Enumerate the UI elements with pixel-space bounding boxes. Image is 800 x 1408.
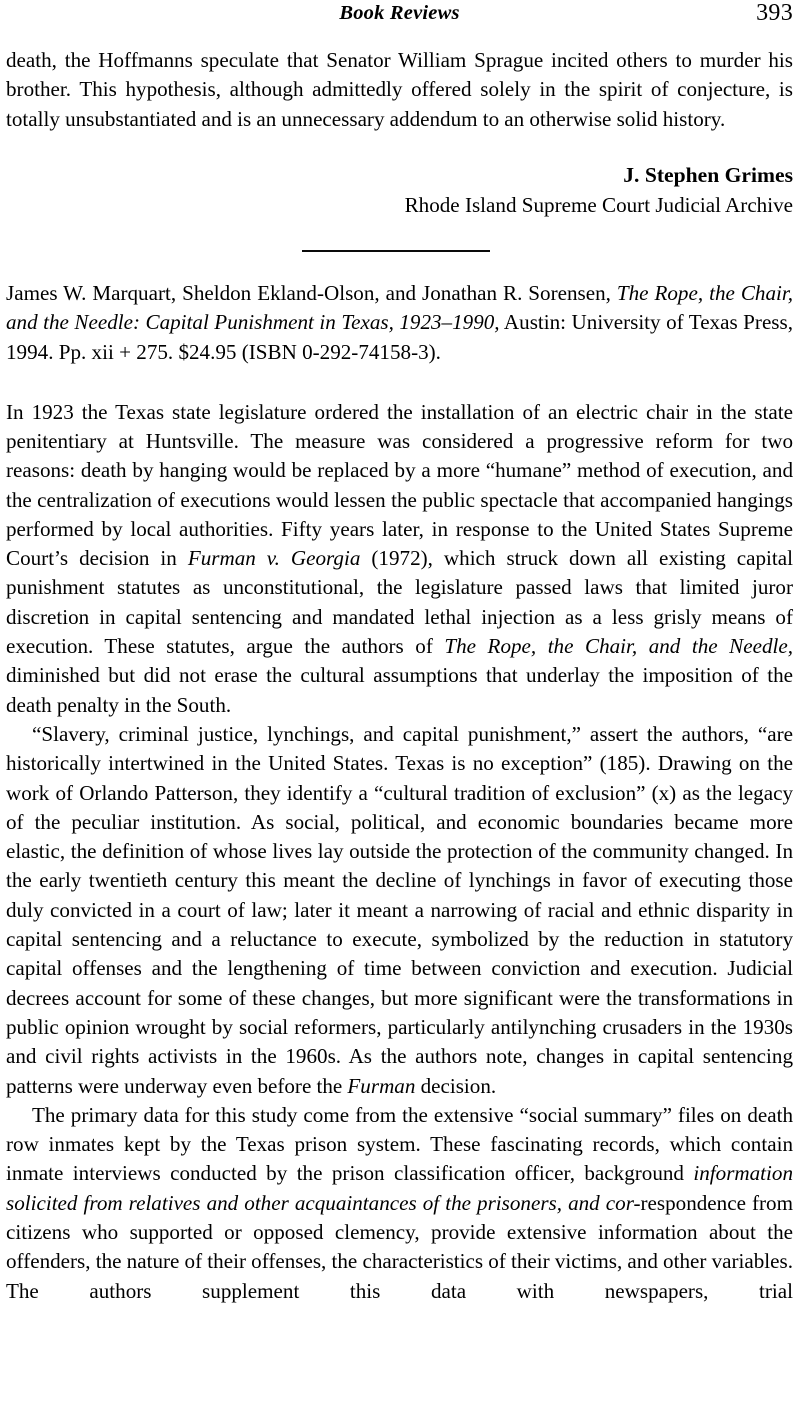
reviewer-affiliation: Rhode Island Supreme Court Judicial Archive xyxy=(404,192,793,217)
paragraph-3-oblique-line: information solicited from relatives and other acquaintances of the prisoners, and cor- xyxy=(6,1161,793,1215)
book-citation-header xyxy=(6,279,793,368)
case-citation-furman-v-georgia: Furman v. Georgia xyxy=(187,546,361,571)
citation-imprint: Austin: University of Texas Press, 1994. Pp. xii + 275. $24.95 (ISBN 0-292-74158-3). xyxy=(6,310,793,365)
citation-book-title: The Rope, the Chair, and the Needle: Capital Punishment in Texas, 1923–1990, xyxy=(6,280,793,335)
paragraph-2-segment-2: decision. xyxy=(415,1073,497,1098)
continued-review-paragraph: death, the Hoffmanns speculate that Senator William Sprague incited others to murder his brother. This hypothesis, although admittedly offered solely in the spirit of conjecture, is totally unsubstantiated and is an unnecessary addendum to an otherwise solid history. xyxy=(6,48,793,131)
review-body xyxy=(6,398,793,1306)
paragraph-1-segment-1: In 1923 the Texas state legislature ordered the installation of an electric chair in the state penitentiary at Huntsville. The measure was considered a progressive reform for two reasons: death by hanging would be replaced by a more “humane” method of execution, and the centralization of executions would lessen the public spectacle that accompanied hangings performed by local authorities. Fifty years later, in response to the United States Supreme Court’s decision in xyxy=(6,399,793,571)
paragraph-2-segment-1: “Slavery, criminal justice, lynchings, and capital punishment,” assert the authors, “are historically intertwined in the United States. Texas is no exception” (185). Drawing on the work of Orlando Patterson, they identify a “cultural tradition of exclusion” (x) as the legacy of the peculiar institution. As social, political, and economic boundaries became more elastic, the definition of whose lives lay outside the protection of the community changed. In the early twentieth century this meant the decline of lynchings in favor of executing those duly convicted in a court of law; later it meant a narrowing of racial and ethnic disparity in capital sentencing and a reluctance to execute, symbolized by the reduction in statutory capital offenses and the lengthening of time between conviction and execution. Judicial decrees account for some of these changes, but more significant were the transformations in public opinion wrought by social reformers, particularly antilynching crusaders in the 1930s and civil rights activists in the 1960s. As the authors note, changes in capital sentencing patterns were underway even before the xyxy=(6,721,793,1098)
page-number: 393 xyxy=(756,0,793,26)
review-paragraph-3 xyxy=(6,1101,793,1306)
paragraph-3-segment-2: respondence from citizens who supported or opposed clemency, provide extensive information about the offenders, the nature of their offenses, the characteristics of their victims, and other variables. The authors supplement this data with newspapers, trial xyxy=(6,1190,793,1303)
reviewer-signature-block xyxy=(6,160,793,220)
book-title-inline-1: The Rope, the Chair, and the Needle, xyxy=(444,634,793,659)
review-paragraph-2 xyxy=(6,720,793,1101)
section-divider xyxy=(6,242,793,245)
running-head xyxy=(6,0,793,40)
paragraph-1-segment-3: diminished but did not erase the cultural assumptions that underlay the imposition of the death penalty in the South. xyxy=(6,663,793,717)
reviewer-name: J. Stephen Grimes xyxy=(623,162,793,187)
case-citation-furman: Furman xyxy=(347,1073,416,1098)
review-paragraph-1 xyxy=(6,398,793,720)
paragraph-3-segment-1: The primary data for this study come from the extensive “social summary” files on death row inmates kept by the Texas prison system. These fascinating records, which contain inmate interviews conducted by the prison classification officer, background xyxy=(6,1102,793,1186)
divider-rule xyxy=(302,250,490,252)
paragraph-1-segment-2: (1972), which struck down all existing capital punishment statutes as unconstitutional, the legislature passed laws that limited juror discretion in capital sentencing and mandated lethal injection as a less grisly means of execution. These statutes, argue the authors of xyxy=(6,546,793,659)
citation-authors: James W. Marquart, Sheldon Ekland-Olson, and Jonathan R. Sorensen, xyxy=(6,280,617,305)
running-head-title: Book Reviews xyxy=(339,2,460,24)
